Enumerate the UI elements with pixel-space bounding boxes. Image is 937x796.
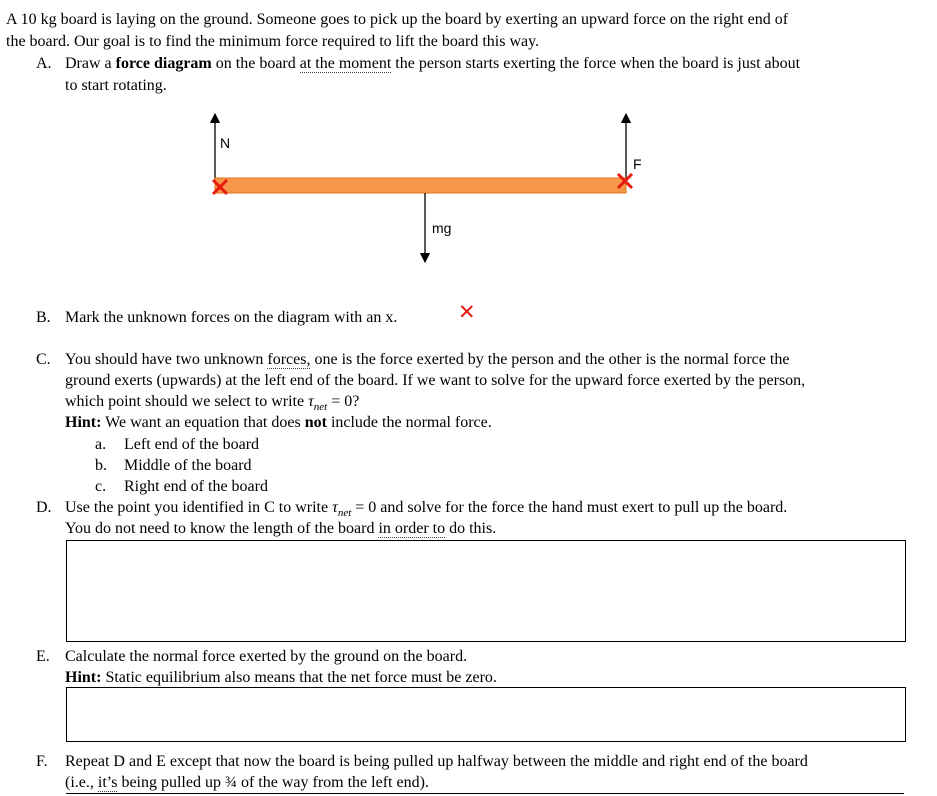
option-a-text[interactable]: Left end of the board [124, 436, 260, 453]
option-c-text[interactable]: Right end of the board [124, 478, 268, 495]
part-d-line-1: Use the point you identified in C to write $\tau_{net} = 0$ and solve for the force the hand must exert to pull up the board. [65, 499, 788, 520]
part-a-line-1: Draw a force diagram on the board at the moment the person starts exerting the force when the board is just about [65, 55, 801, 72]
option-c-letter: c. [95, 478, 107, 495]
part-b-text: Mark the unknown forces on the diagram with an x. [65, 309, 398, 326]
part-e-hint: Hint: Static equilibrium also means that the net force must be zero. [65, 669, 497, 686]
part-c-line-1: You should have two unknown forces, one is the force exerted by the person and the other is the normal force the [65, 351, 790, 368]
part-d-letter: D. [36, 499, 52, 516]
part-c-line-2: ground exerts (upwards) at the left end of the board. If we want to solve for the upward force exerted by the person, [65, 372, 806, 389]
part-b-letter: B. [36, 309, 51, 326]
label-n: N [220, 135, 231, 151]
board [215, 178, 626, 193]
part-e-text: Calculate the normal force exerted by the ground on the board. [65, 648, 468, 665]
part-d-line-2: You do not need to know the length of the board in order to do this. [65, 520, 497, 537]
part-c-letter: C. [36, 351, 51, 368]
intro-line-2: the board. Our goal is to find the minimum force required to lift the board this way. [6, 33, 540, 50]
part-f-letter: F. [36, 753, 48, 770]
part-a-line-2: to start rotating. [65, 77, 167, 94]
part-d-answer-box[interactable] [66, 540, 906, 642]
label-mg: mg [432, 220, 452, 236]
intro-line-1: A 10 kg board is laying on the ground. Someone goes to pick up the board by exerting an upward force on the right end of [6, 11, 789, 28]
part-c-line-3: which point should we select to write $\tau_{net} = 0$? [65, 393, 360, 414]
force-diagram[interactable] [200, 105, 650, 270]
red-x-icon: ✕ [458, 300, 476, 324]
option-a-letter: a. [95, 436, 107, 453]
part-e-answer-box[interactable] [66, 687, 906, 742]
option-b-letter: b. [95, 457, 107, 474]
part-e-letter: E. [36, 648, 50, 665]
part-a-letter: A. [36, 55, 52, 72]
part-c-hint: Hint: We want an equation that does not include the normal force. [65, 414, 492, 431]
label-f: F [633, 156, 642, 172]
part-f-line-1: Repeat D and E except that now the board is being pulled up halfway between the middle and right end of the board [65, 753, 808, 770]
part-f-line-2: (i.e., it’s being pulled up ¾ of the way from the left end). [65, 774, 429, 791]
option-b-text[interactable]: Middle of the board [124, 457, 252, 474]
